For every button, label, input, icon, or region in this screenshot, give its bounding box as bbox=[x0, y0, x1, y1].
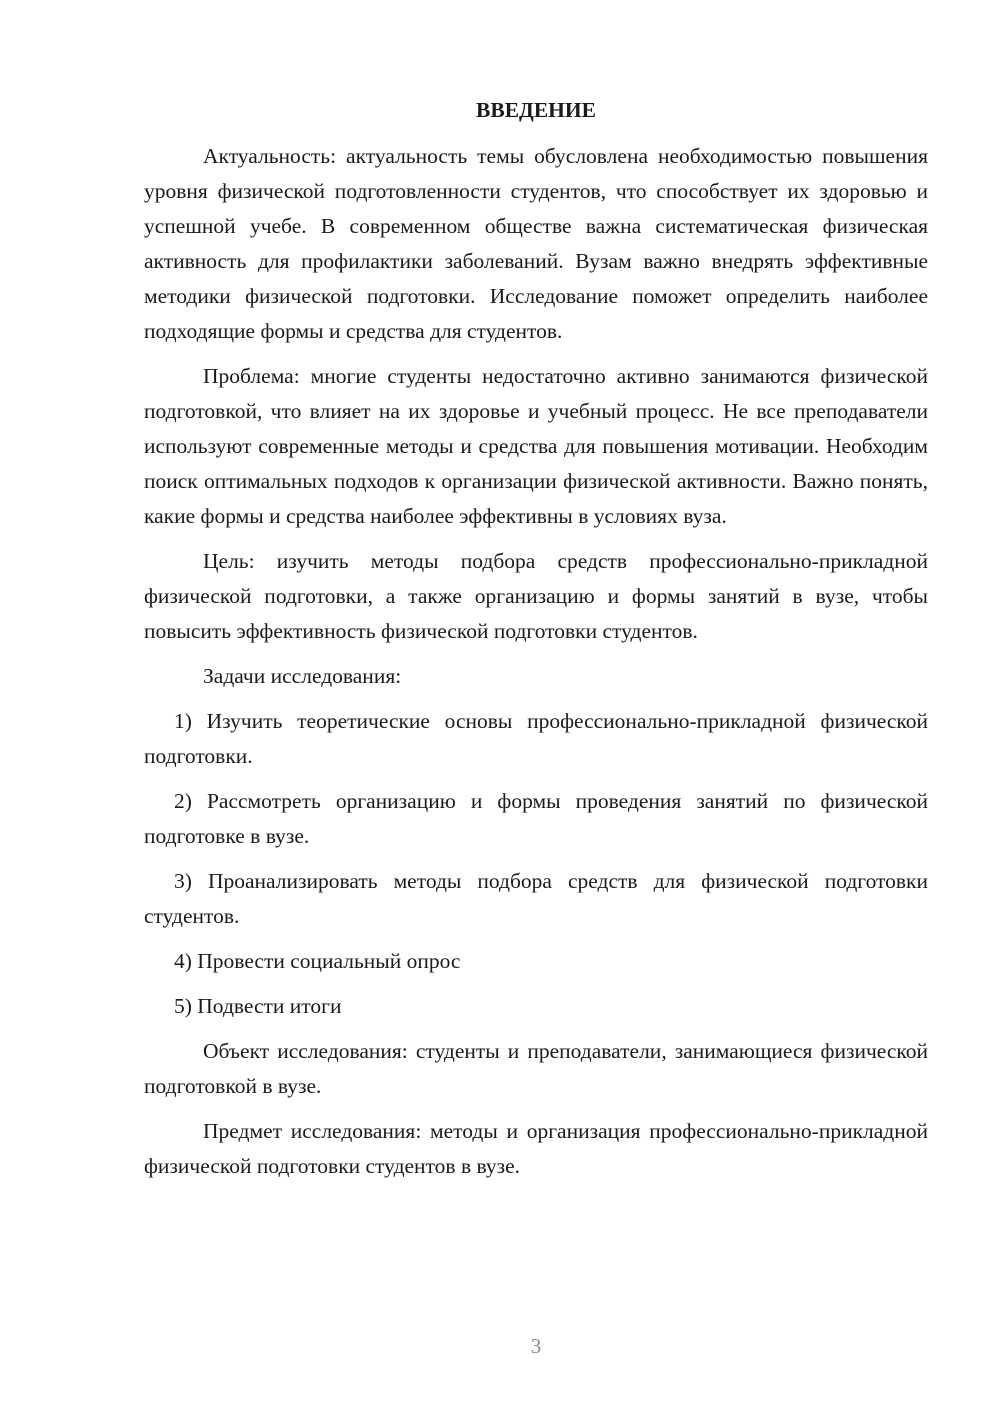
task-item-5: 5) Подвести итоги bbox=[174, 994, 342, 1018]
task-item-4: 4) Провести социальный опрос bbox=[174, 949, 461, 973]
problem-paragraph: Проблема: многие студенты недостаточно активно занимаются физической подготовкой, что влияет на их здоровье и учебный процесс. Не все преподаватели используют современные методы и средства для повышения мотивации. Необходим поиск оптимальных подходов к организации физической активности. Важно понять, какие формы и средства наиболее эффективны в условиях вуза. bbox=[144, 364, 928, 528]
subject-paragraph: Предмет исследования: методы и организация профессионально-прикладной физической подготовки студентов в вузе. bbox=[144, 1119, 928, 1178]
page-title: ВВЕДЕНИЕ bbox=[476, 98, 596, 122]
relevance-paragraph: Актуальность: актуальность темы обусловлена необходимостью повышения уровня физической подготовленности студентов, что способствует их здоровью и успешной учебе. В современном обществе важна систематическая физическая активность для профилактики заболеваний. Вузам важно внедрять эффективные методики физической подготовки. Исследование поможет определить наиболее подходящие формы и средства для студентов. bbox=[144, 144, 928, 343]
object-paragraph: Объект исследования: студенты и преподаватели, занимающиеся физической подготовкой в вузе. bbox=[144, 1039, 928, 1098]
task-item-2: 2) Рассмотреть организацию и формы проведения занятий по физической подготовке в вузе. bbox=[144, 789, 928, 848]
goal-paragraph: Цель: изучить методы подбора средств профессионально-прикладной физической подготовки, а также организацию и формы занятий в вузе, чтобы повысить эффективность физической подготовки студентов. bbox=[144, 549, 928, 643]
task-item-1: 1) Изучить теоретические основы профессионально-прикладной физической подготовки. bbox=[144, 709, 928, 768]
page-number: 3 bbox=[530, 1334, 542, 1358]
tasks-heading: Задачи исследования: bbox=[203, 664, 402, 688]
task-item-3: 3) Проанализировать методы подбора средств для физической подготовки студентов. bbox=[144, 869, 928, 928]
page-content bbox=[144, 93, 928, 1194]
